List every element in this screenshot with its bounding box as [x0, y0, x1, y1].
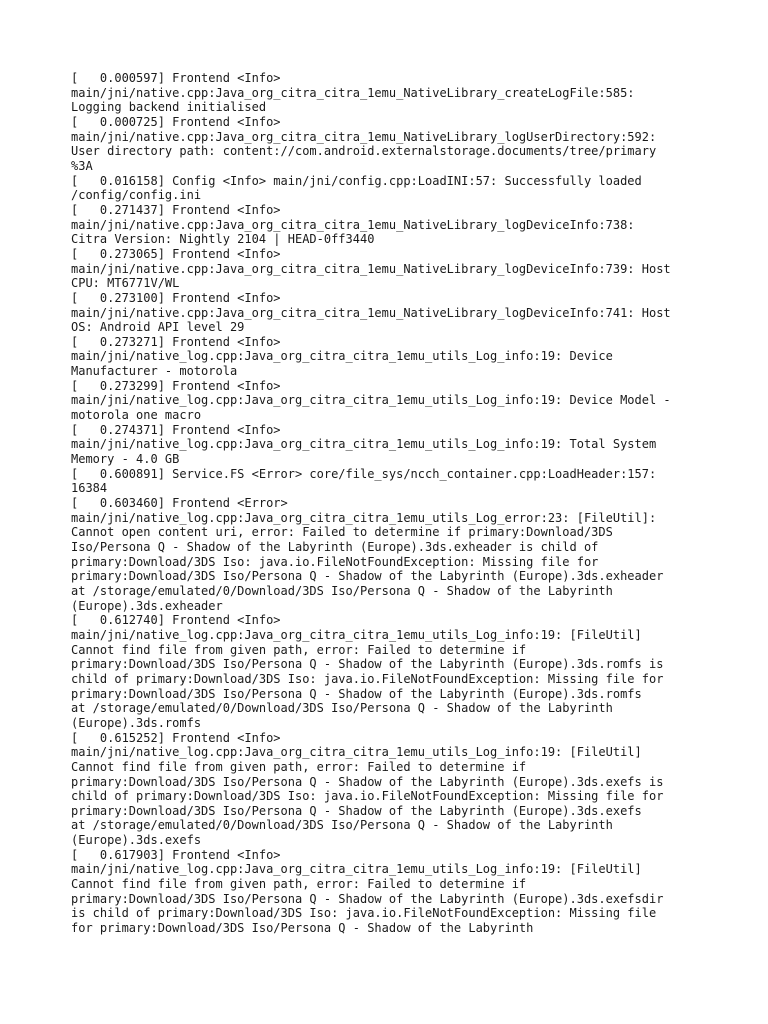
log-line: primary:Download/3DS Iso/Persona Q - Shadow of the Labyrinth (Europe).3ds.exefsdir	[71, 891, 664, 906]
log-line: main/jni/native_log.cpp:Java_org_citra_citra_1emu_utils_Log_info:19: [FileUtil]	[71, 745, 642, 760]
log-line: is child of primary:Download/3DS Iso: java.io.FileNotFoundException: Missing file	[71, 906, 657, 921]
log-line: Memory - 4.0 GB	[71, 452, 180, 467]
log-line: (Europe).3ds.exheader	[71, 598, 223, 613]
log-line: [ 0.273100] Frontend <Info>	[71, 290, 281, 305]
log-line: [ 0.271437] Frontend <Info>	[71, 202, 281, 217]
log-line: [ 0.617903] Frontend <Info>	[71, 847, 281, 862]
log-line: main/jni/native.cpp:Java_org_citra_citra_1emu_NativeLibrary_logUserDirectory:592:	[71, 129, 657, 144]
log-line: child of primary:Download/3DS Iso: java.io.FileNotFoundException: Missing file for	[71, 671, 664, 686]
log-line: [ 0.273299] Frontend <Info>	[71, 378, 281, 393]
log-line: [ 0.603460] Frontend <Error>	[71, 496, 288, 511]
log-line: %3A	[71, 158, 93, 173]
log-line: [ 0.612740] Frontend <Info>	[71, 613, 281, 628]
log-line: main/jni/native_log.cpp:Java_org_citra_citra_1emu_utils_Log_info:19: [FileUtil]	[71, 862, 642, 877]
log-line: primary:Download/3DS Iso/Persona Q - Shadow of the Labyrinth (Europe).3ds.exheader	[71, 569, 664, 584]
log-line: OS: Android API level 29	[71, 320, 245, 335]
log-line: User directory path: content://com.android.externalstorage.documents/tree/primary	[71, 144, 657, 159]
log-line: main/jni/native.cpp:Java_org_citra_citra_1emu_NativeLibrary_logDeviceInfo:738:	[71, 217, 635, 232]
log-line: Citra Version: Nightly 2104 | HEAD-0ff3440	[71, 232, 375, 247]
log-line: for primary:Download/3DS Iso/Persona Q - Shadow of the Labyrinth	[71, 921, 534, 936]
log-line: main/jni/native.cpp:Java_org_citra_citra_1emu_NativeLibrary_createLogFile:585:	[71, 85, 635, 100]
log-line: (Europe).3ds.exefs	[71, 833, 202, 848]
log-line: [ 0.273271] Frontend <Info>	[71, 334, 281, 349]
log-line: main/jni/native_log.cpp:Java_org_citra_citra_1emu_utils_Log_info:19: [FileUtil]	[71, 627, 642, 642]
log-line: Cannot find file from given path, error: Failed to determine if	[71, 759, 527, 774]
log-line: (Europe).3ds.romfs	[71, 715, 202, 730]
log-line: [ 0.016158] Config <Info> main/jni/config.cpp:LoadINI:57: Successfully loaded	[71, 173, 642, 188]
log-line: primary:Download/3DS Iso/Persona Q - Shadow of the Labyrinth (Europe).3ds.exefs is	[71, 774, 664, 789]
log-line: [ 0.000725] Frontend <Info>	[71, 114, 281, 129]
log-line: at /storage/emulated/0/Download/3DS Iso/Persona Q - Shadow of the Labyrinth	[71, 583, 613, 598]
log-line: main/jni/native_log.cpp:Java_org_citra_citra_1emu_utils_Log_info:19: Device Model -	[71, 393, 671, 408]
log-line: motorola one macro	[71, 408, 202, 423]
log-line: Iso/Persona Q - Shadow of the Labyrinth (Europe).3ds.exheader is child of	[71, 540, 599, 554]
log-line: main/jni/native_log.cpp:Java_org_citra_citra_1emu_utils_Log_info:19: Device	[71, 349, 613, 364]
log-line: Manufacturer - motorola	[71, 364, 238, 379]
log-line: primary:Download/3DS Iso/Persona Q - Shadow of the Labyrinth (Europe).3ds.exefs	[71, 803, 642, 818]
log-line: at /storage/emulated/0/Download/3DS Iso/Persona Q - Shadow of the Labyrinth	[71, 818, 613, 833]
log-line: 16384	[71, 481, 108, 496]
log-line: [ 0.600891] Service.FS <Error> core/file_sys/ncch_container.cpp:LoadHeader:157:	[71, 466, 657, 481]
log-line: [ 0.274371] Frontend <Info>	[71, 422, 281, 437]
log-line: child of primary:Download/3DS Iso: java.io.FileNotFoundException: Missing file for	[71, 789, 664, 804]
log-line: primary:Download/3DS Iso/Persona Q - Shadow of the Labyrinth (Europe).3ds.romfs	[71, 686, 642, 701]
log-line: Cannot find file from given path, error: Failed to determine if	[71, 642, 527, 657]
log-line: main/jni/native.cpp:Java_org_citra_citra_1emu_NativeLibrary_logDeviceInfo:739: Host	[71, 261, 671, 276]
log-line: /config/config.ini	[71, 188, 202, 203]
log-document	[71, 71, 711, 936]
log-line: CPU: MT6771V/WL	[71, 276, 180, 291]
log-line: Logging backend initialised	[71, 100, 267, 115]
log-line: main/jni/native_log.cpp:Java_org_citra_citra_1emu_utils_Log_info:19: Total System	[71, 437, 657, 452]
log-line: Cannot open content uri, error: Failed to determine if primary:Download/3DS	[71, 525, 613, 540]
log-line: Cannot find file from given path, error: Failed to determine if	[71, 877, 527, 892]
log-line: main/jni/native.cpp:Java_org_citra_citra_1emu_NativeLibrary_logDeviceInfo:741: Host	[71, 305, 671, 320]
log-line: [ 0.000597] Frontend <Info>	[71, 71, 281, 85]
log-line: at /storage/emulated/0/Download/3DS Iso/Persona Q - Shadow of the Labyrinth	[71, 701, 613, 716]
log-line: primary:Download/3DS Iso: java.io.FileNotFoundException: Missing file for	[71, 554, 599, 569]
log-line: primary:Download/3DS Iso/Persona Q - Shadow of the Labyrinth (Europe).3ds.romfs is	[71, 657, 664, 672]
log-line: [ 0.615252] Frontend <Info>	[71, 730, 281, 745]
log-line: [ 0.273065] Frontend <Info>	[71, 246, 281, 261]
log-line: main/jni/native_log.cpp:Java_org_citra_citra_1emu_utils_Log_error:23: [FileUtil]:	[71, 510, 657, 525]
